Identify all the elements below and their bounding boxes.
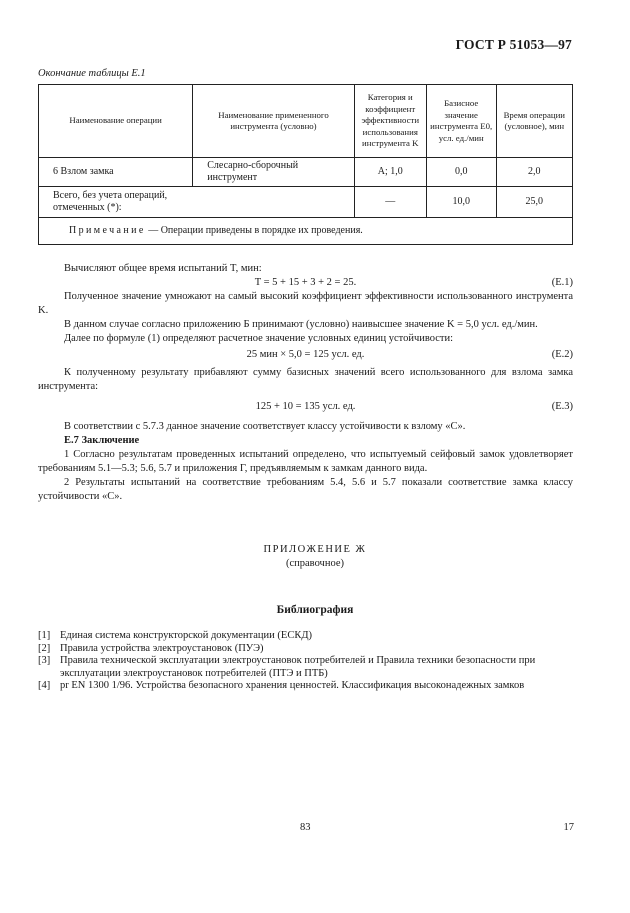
table-note-row (39, 218, 573, 245)
page-number-center: 83 (300, 822, 311, 833)
formula-e3 (38, 400, 573, 414)
page-number-right: 17 (563, 822, 574, 833)
header-time: Время операции (условное), мин (496, 85, 572, 158)
table-note (39, 218, 573, 245)
cell-total-time: 25,0 (496, 187, 572, 218)
table-header-row (39, 85, 573, 158)
note-label: Примечание (69, 225, 146, 236)
cell-base-value: 0,0 (426, 158, 496, 187)
paragraph-coefficient: В данном случае согласно приложению Б принимают (условно) наивысшее значение K = 5,0 усл. ед./мин. (64, 319, 538, 330)
table-row (39, 158, 573, 187)
paragraph-add-base: К полученному результату прибавляют сумму базисных значений всего использованного для взлома замка инструмента: (38, 367, 573, 392)
bibliography-list (38, 630, 578, 693)
cell-time: 2,0 (496, 158, 572, 187)
formula-e2-text: 25 мин × 5,0 = 125 усл. ед. (246, 349, 365, 360)
ref-number: [2] (38, 642, 51, 654)
section-heading: Е.7 Заключение (64, 435, 140, 446)
list-item (38, 643, 578, 656)
document-header: ГОСТ Р 51053—97 (455, 37, 572, 52)
header-tool: Наименование примененного инструмента (условно) (193, 85, 354, 158)
formula-e1-number: (Е.1) (551, 277, 573, 288)
appendix-title: ПРИЛОЖЕНИЕ Ж (263, 544, 367, 555)
formula-e2-number: (Е.2) (551, 349, 573, 360)
ref-text: Единая система конструкторской документации (ЕСКД) (60, 630, 312, 641)
ref-text: pr EN 1300 1/96. Устройства безопасного хранения ценностей. Классификация высоконадежных замков (60, 680, 525, 691)
table-caption: Окончание таблицы Е.1 (38, 68, 146, 79)
header-base-value: Базисное значение инструмента E0, усл. ед./мин (426, 85, 496, 158)
bibliography-title: Библиография (276, 604, 354, 616)
paragraph-formula-intro: Далее по формуле (1) определяют расчетное значение условных единиц устойчивости: (64, 333, 454, 344)
body-text (38, 262, 573, 504)
ref-number: [1] (38, 630, 51, 641)
conclusion-item-2: 2 Результаты испытаний на соответствие требованиям 5.4, 5.6 и 5.7 показали соответствие замка классу устойчивости «С». (38, 477, 573, 502)
paragraph-class: В соответствии с 5.7.3 данное значение соответствует классу устойчивости к взлому «С». (64, 421, 466, 432)
appendix-heading (0, 543, 630, 571)
cell-category: А; 1,0 (354, 158, 426, 187)
formula-e2 (38, 348, 573, 362)
note-text: — Операции приведены в порядке их проведения. (145, 225, 363, 236)
cell-operation: 6 Взлом замка (39, 158, 193, 187)
cell-total-category: — (354, 187, 426, 218)
formula-e3-text: 125 + 10 = 135 усл. ед. (255, 401, 356, 412)
appendix-subtitle: (справочное) (286, 558, 344, 569)
operations-table (38, 84, 573, 245)
ref-text: Правила устройства электроустановок (ПУЭ) (60, 642, 264, 654)
header-operation: Наименование операции (39, 85, 193, 158)
paragraph-total-time: Вычисляют общее время испытаний T, мин: (64, 263, 262, 274)
list-item (38, 630, 578, 643)
cell-total-label: Всего, без учета операций, отмеченных (*): (39, 187, 355, 218)
ref-text: Правила технической эксплуатации электроустановок потребителей и Правила техники безопасности при эксплуатации электроустановок потребителей (ПТЭ и ПТБ) (60, 655, 536, 679)
formula-e3-number: (Е.3) (551, 401, 573, 412)
formula-e1 (38, 276, 573, 290)
ref-number: [3] (38, 655, 51, 666)
cell-tool: Слесарно-сборочный инструмент (193, 158, 354, 187)
conclusion-item-1: 1 Согласно результатам проведенных испытаний определено, что испытуемый сейфовый замок удовлетворяет требованиям 5.1—5.3; 5.6, 5.7 и приложения Г, предъявляемым к замкам данного вида. (38, 449, 573, 474)
cell-total-base: 10,0 (426, 187, 496, 218)
list-item (38, 680, 578, 693)
paragraph-multiply: Полученное значение умножают на самый высокий коэффициент эффективности использованного инструмента K. (38, 291, 573, 316)
table-total-row (39, 187, 573, 218)
ref-number: [4] (38, 680, 51, 691)
list-item (38, 655, 578, 680)
formula-e1-text: T = 5 + 15 + 3 + 2 = 25. (254, 277, 357, 288)
header-category: Категория и коэффициент эффективности использования инструмента K (354, 85, 426, 158)
